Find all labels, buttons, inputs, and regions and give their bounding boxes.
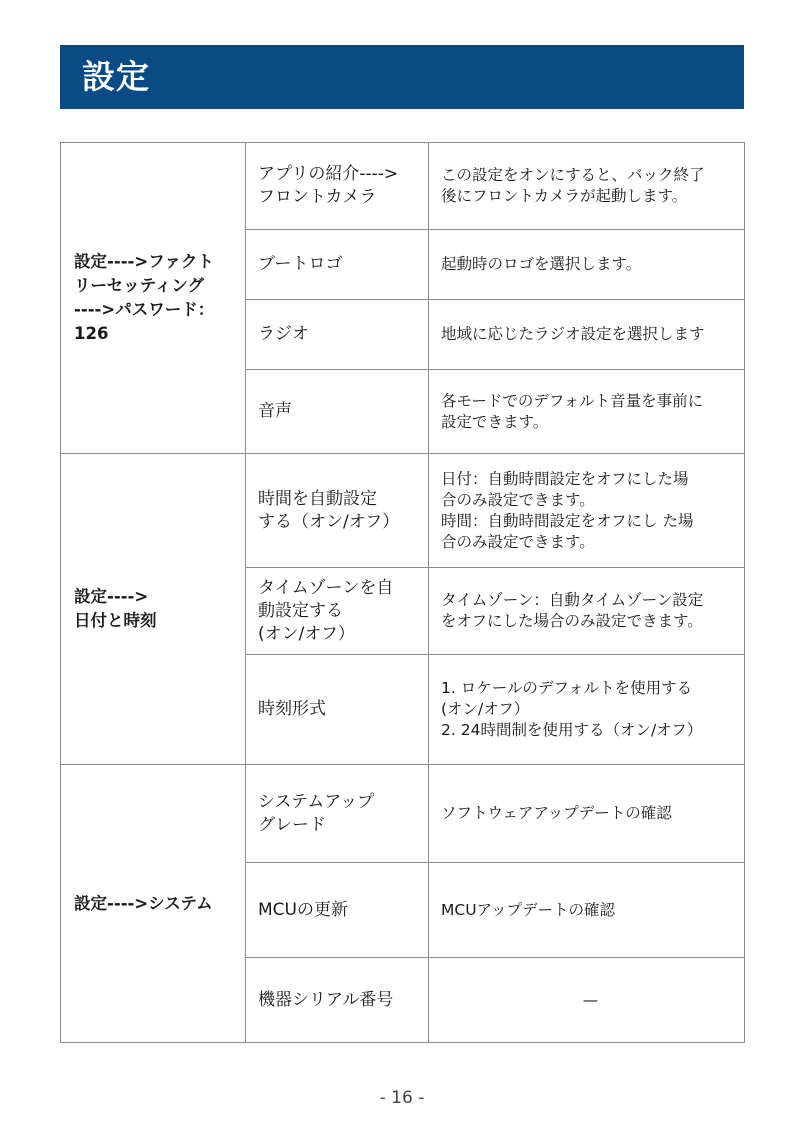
section-header-bar bbox=[60, 45, 744, 109]
table-row bbox=[61, 454, 745, 568]
description-cell: — bbox=[429, 958, 745, 1043]
description-cell: 起動時のロゴを選択します。 bbox=[429, 230, 745, 300]
description-cell: 1. ロケールのデフォルトを使用する (オン/オフ） 2. 24時間制を使用する（オン/オフ） bbox=[429, 655, 745, 765]
description-cell: MCUアップデートの確認 bbox=[429, 863, 745, 958]
item-cell: 時間を自動設定 する（オン/オフ） bbox=[246, 454, 429, 568]
item-cell: 時刻形式 bbox=[246, 655, 429, 765]
description-cell: ソフトウェアアップデートの確認 bbox=[429, 765, 745, 863]
description-cell: 各モードでのデフォルト音量を事前に 設定できます。 bbox=[429, 370, 745, 454]
table-row bbox=[61, 143, 745, 230]
description-cell: 地域に応じたラジオ設定を選択します bbox=[429, 300, 745, 370]
page-title: 設定 bbox=[82, 57, 150, 96]
item-cell: ブートロゴ bbox=[246, 230, 429, 300]
category-factory-reset: 設定---->ファクト リーセッティング ---->パスワード： 126 bbox=[61, 143, 246, 454]
description-cell: タイムゾーン：自動タイムゾーン設定 をオフにした場合のみ設定できます。 bbox=[429, 568, 745, 655]
table-row bbox=[61, 765, 745, 863]
item-cell: アプリの紹介----> フロントカメラ bbox=[246, 143, 429, 230]
item-cell: 機器シリアル番号 bbox=[246, 958, 429, 1043]
description-cell: 日付：自動時間設定をオフにした場 合のみ設定できます。 時間：自動時間設定をオフにし た場 合のみ設定できます。 bbox=[429, 454, 745, 568]
item-cell: システムアップ グレード bbox=[246, 765, 429, 863]
item-cell: ラジオ bbox=[246, 300, 429, 370]
item-cell: MCUの更新 bbox=[246, 863, 429, 958]
category-system: 設定---->システム bbox=[61, 765, 246, 1043]
settings-table bbox=[60, 142, 745, 1043]
description-cell: この設定をオンにすると、バック終了 後にフロントカメラが起動します。 bbox=[429, 143, 745, 230]
category-date-time: 設定----> 日付と時刻 bbox=[61, 454, 246, 765]
item-cell: 音声 bbox=[246, 370, 429, 454]
page-number: - 16 - bbox=[379, 1088, 425, 1108]
item-cell: タイムゾーンを自 動設定する (オン/オフ） bbox=[246, 568, 429, 655]
